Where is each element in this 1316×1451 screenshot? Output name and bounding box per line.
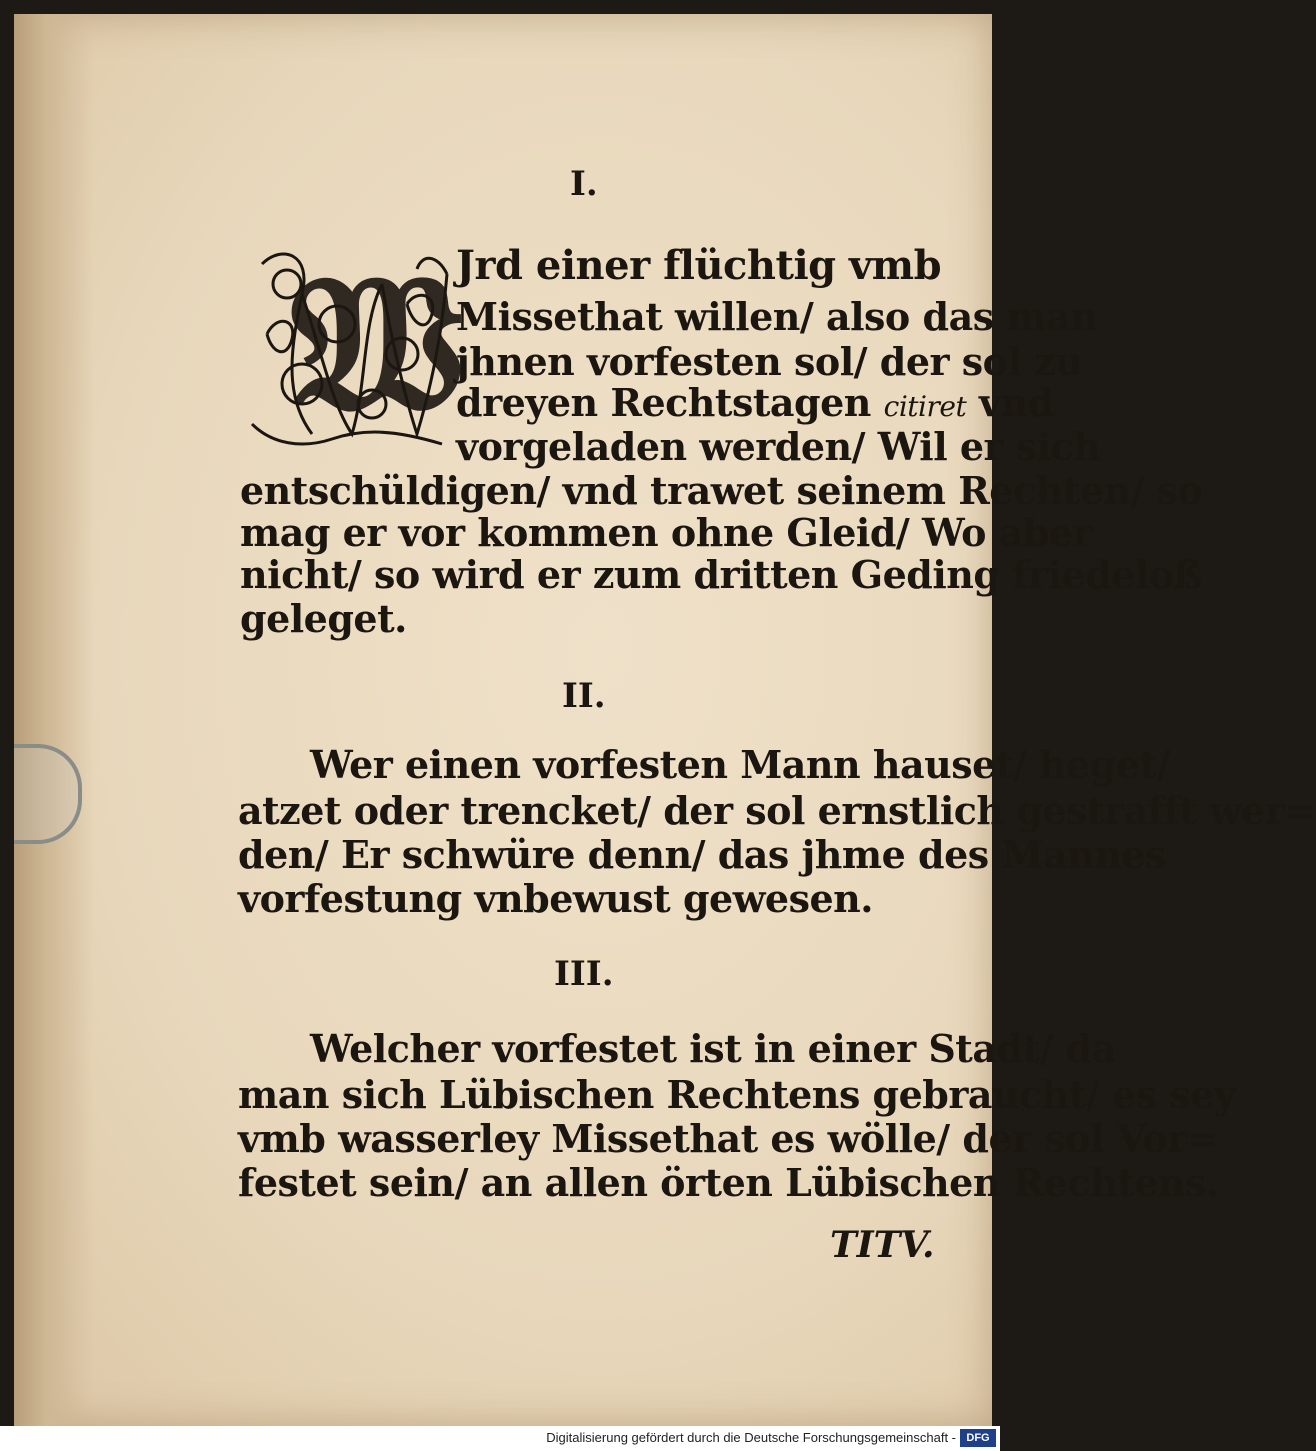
section-1-line-4-end: vnd: [978, 380, 1054, 425]
section-number-3: III.: [554, 954, 614, 994]
page-gutter: [14, 14, 94, 1426]
dfg-logo: DFG: [960, 1429, 996, 1447]
footer-bar: [0, 1426, 1000, 1451]
section-3-line-1: Welcher vorfestet ist in einer Stadt/ da: [310, 1026, 1116, 1071]
section-1-line-1: Jrd einer flüchtig vmb: [456, 242, 942, 289]
section-2-line-3: den/ Er schwüre denn/ das jhme des Mannes: [238, 832, 1166, 877]
section-1-line-4-text: dreyen Rechtstagen: [456, 380, 871, 425]
section-2-line-2: atzet oder trencket/ der sol ernstlich gestrafft wer=: [238, 788, 1316, 833]
footer-credit: Digitalisierung gefördert durch die Deutsche Forschungsgemeinschaft -: [546, 1430, 956, 1445]
initial-w-icon: [242, 231, 463, 456]
section-1-line-9: geleget.: [240, 596, 407, 641]
decorated-initial-w: [242, 231, 463, 456]
section-2-line-4: vorfestung vnbewust gewesen.: [238, 876, 874, 921]
book-page: [14, 14, 1316, 1426]
catchword: TITV.: [830, 1224, 935, 1266]
section-1-line-5: vorgeladen werden/ Wil er sich: [456, 424, 1101, 469]
section-1-line-4: [456, 380, 1054, 425]
section-number-1: I.: [570, 164, 598, 204]
section-1-line-3: jhnen vorfesten sol/ der sol zu: [456, 339, 1083, 384]
section-1-line-2: Missethat willen/ also das man: [456, 294, 1098, 339]
section-3-line-4: festet sein/ an allen örten Lübischen Rechtens.: [238, 1160, 1219, 1205]
section-3-line-3: vmb wasserley Missethat es wölle/ der sol Vor=: [238, 1116, 1218, 1161]
section-2-line-1: Wer einen vorfesten Mann hauset/ heget/: [310, 742, 1170, 787]
section-1-line-8: nicht/ so wird er zum dritten Geding friedeloß: [240, 552, 1203, 597]
section-1-line-6: entschüldigen/ vnd trawet seinem Rechten/ so: [240, 468, 1203, 513]
section-3-line-2: man sich Lübischen Rechtens gebraucht/ es sey: [238, 1072, 1236, 1117]
section-1-line-7: mag er vor kommen ohne Gleid/ Wo aber: [240, 510, 1093, 555]
section-number-2: II.: [562, 676, 606, 716]
svg-text:𝔚: 𝔚: [290, 231, 463, 454]
latin-word: citiret: [883, 390, 967, 423]
